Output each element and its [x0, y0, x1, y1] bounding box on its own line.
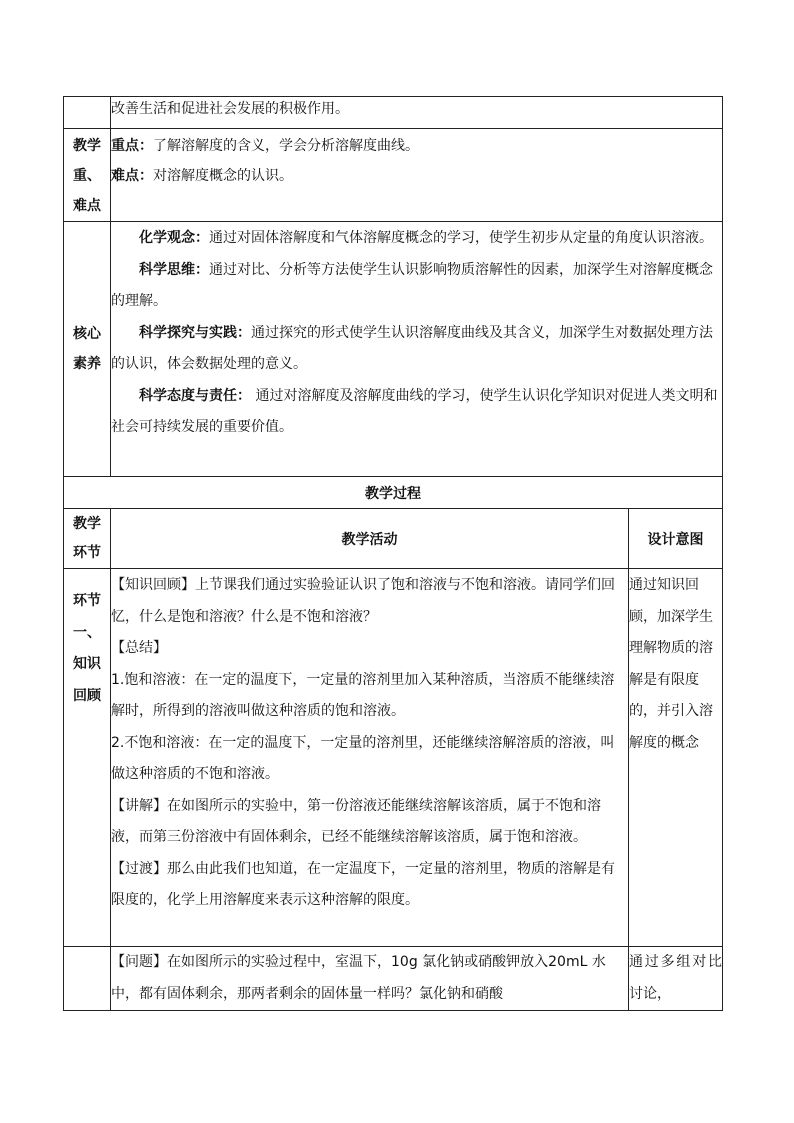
activity-paragraph: 1.饱和溶液：在一定的温度下，一定量的溶剂里加入某种溶质，当溶质不能继续溶解时，所得到的溶液叫做这种溶质的饱和溶液。: [111, 671, 615, 719]
literacy-item: 科学探究与实践：通过探究的形式使学生认识溶解度曲线及其含义，加深学生对数据处理方法的认识，体会数据处理的意义。: [111, 324, 713, 372]
literacy-item: 化学观念：通过对固体溶解度和气体溶解度概念的学习，使学生初步从定量的角度认识溶液。: [139, 230, 713, 246]
intro-label-cell: [64, 97, 111, 129]
header-stage: 教学 环节: [64, 509, 111, 569]
intro-text: 改善生活和促进社会发展的积极作用。: [111, 97, 723, 129]
difficulty-label: 教学 重、 难点: [64, 129, 111, 222]
difficulty-row: [64, 129, 723, 222]
stage1-label: 环节 一、 知识 回顾: [64, 569, 111, 947]
stage2-label: [64, 947, 111, 1011]
lesson-plan-table: [63, 96, 723, 1011]
stage1-intent: 通过知识回顾，加深学生理解物质的溶解是有限度的，并引入溶解度的概念: [629, 569, 723, 947]
header-intent: 设计意图: [629, 509, 723, 569]
stage2-row: [64, 947, 723, 1011]
activity-paragraph: 【讲解】在如图所示的实验中，第一份溶液还能继续溶解该溶质，属于不饱和溶液，而第三份溶液中有固体剩余，已经不能继续溶解该溶质，属于饱和溶液。: [111, 797, 601, 845]
activity-paragraph: 【过渡】那么由此我们也知道，在一定温度下，一定量的溶剂里，物质的溶解是有限度的，化学上用溶解度来表示这种溶解的限度。: [111, 860, 615, 908]
literacy-label: 核心 素养: [64, 222, 111, 477]
key-point: 重点：了解溶解度的含义，学会分析溶解度曲线。: [111, 138, 419, 154]
literacy-row: [64, 222, 723, 477]
difficult-point: 难点：对溶解度概念的认识。: [111, 168, 293, 184]
header-activity: 教学活动: [111, 509, 629, 569]
process-title: 教学过程: [64, 477, 723, 509]
stage2-intent: 通过多组对比讨论，: [629, 947, 723, 1011]
difficulty-content: [111, 129, 723, 222]
activity-paragraph: 【总结】: [111, 640, 167, 656]
intro-row: [64, 97, 723, 129]
activity-paragraph: 2.不饱和溶液：在一定的温度下，一定量的溶剂里，还能继续溶解溶质的溶液，叫做这种溶质的不饱和溶液。: [111, 734, 615, 782]
stage1-row: [64, 569, 723, 947]
stage2-activity: 【问题】在如图所示的实验过程中，室温下，10g 氯化钠或硝酸钾放入20mL 水中，都有固体剩余，那两者剩余的固体量一样吗？氯化钠和硝酸: [111, 947, 629, 1011]
column-header-row: [64, 509, 723, 569]
stage1-activity: [111, 569, 629, 947]
activity-paragraph: 【知识回顾】上节课我们通过实验验证认识了饱和溶液与不饱和溶液。请同学们回忆，什么是饱和溶液？什么是不饱和溶液？: [111, 577, 615, 625]
process-title-row: [64, 477, 723, 509]
literacy-item: 科学态度与责任： 通过对溶解度及溶解度曲线的学习，使学生认识化学知识对促进人类文明和社会可持续发展的重要价值。: [111, 387, 718, 435]
literacy-content: [111, 222, 723, 477]
literacy-item: 科学思维：通过对比、分析等方法使学生认识影响物质溶解性的因素，加深学生对溶解度概念的理解。: [111, 261, 713, 309]
